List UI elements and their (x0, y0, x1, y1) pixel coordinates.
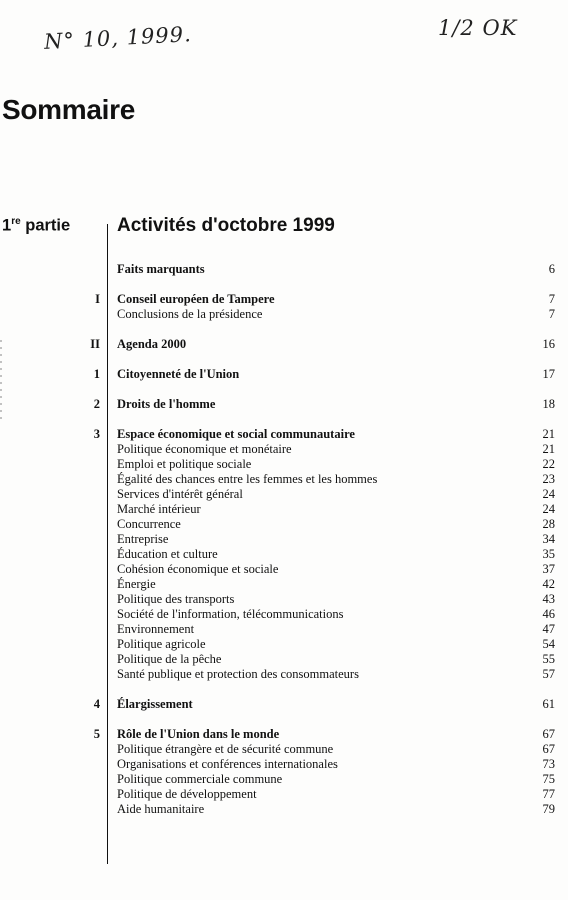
table-of-contents (0, 262, 568, 832)
toc-page-number: 43 (542, 592, 555, 606)
toc-page-number: 28 (542, 517, 555, 531)
toc-section-number: 1 (93, 367, 100, 381)
toc-entry-label: Société de l'information, télécommunications (117, 607, 344, 621)
toc-entry (0, 592, 568, 607)
toc-page-number: 73 (542, 757, 555, 771)
toc-page-number: 42 (542, 577, 555, 591)
toc-entry (0, 652, 568, 667)
toc-page-number: 17 (542, 367, 555, 381)
toc-entry-label: Entreprise (117, 532, 169, 546)
toc-page-number: 35 (542, 547, 555, 561)
toc-entry-label: Marché intérieur (117, 502, 201, 516)
toc-page-number: 75 (542, 772, 555, 786)
toc-entry-label: Organisations et conférences internationales (117, 757, 338, 771)
toc-entry (0, 772, 568, 787)
toc-entry (0, 457, 568, 472)
toc-section-heading (0, 427, 568, 442)
toc-section (0, 337, 568, 352)
toc-entry (0, 307, 568, 322)
toc-entry (0, 607, 568, 622)
toc-page-number: 61 (542, 697, 555, 711)
page-title: Sommaire (2, 94, 135, 125)
toc-page-number: 57 (542, 667, 555, 681)
toc-entry-label: Emploi et politique sociale (117, 457, 252, 471)
toc-section (0, 262, 568, 277)
toc-page-number: 55 (542, 652, 555, 666)
toc-section (0, 697, 568, 712)
toc-page-number: 6 (548, 262, 555, 276)
toc-page-number: 7 (548, 307, 555, 321)
toc-entry (0, 577, 568, 592)
toc-entry-label: Politique de la pêche (117, 652, 222, 666)
toc-entry-label: Éducation et culture (117, 547, 218, 561)
toc-section (0, 727, 568, 817)
toc-page-number: 24 (542, 502, 555, 516)
toc-entry-label: Politique de développement (117, 787, 257, 801)
toc-page-number: 21 (542, 427, 555, 441)
toc-entry-label: Santé publique et protection des consommateurs (117, 667, 359, 681)
toc-page-number: 24 (542, 487, 555, 501)
toc-section-heading (0, 292, 568, 307)
toc-entry (0, 487, 568, 502)
toc-entry-label: Services d'intérêt général (117, 487, 243, 501)
toc-page-number: 77 (542, 787, 555, 801)
part-word: partie (25, 216, 71, 235)
toc-section-title: Citoyenneté de l'Union (117, 367, 240, 381)
toc-page-number: 46 (542, 607, 555, 621)
toc-page-number: 7 (548, 292, 555, 306)
part-number: 1 (2, 216, 12, 235)
toc-entry (0, 667, 568, 682)
toc-section-heading (0, 367, 568, 382)
toc-entry (0, 622, 568, 637)
toc-section (0, 292, 568, 322)
toc-entry (0, 517, 568, 532)
toc-section-number: II (90, 337, 100, 351)
toc-section-number: 4 (93, 697, 100, 711)
toc-section-heading (0, 397, 568, 412)
toc-page-number: 16 (542, 337, 555, 351)
toc-section-title: Rôle de l'Union dans le monde (117, 727, 280, 741)
toc-page-number: 34 (542, 532, 555, 546)
toc-page-number: 21 (542, 442, 555, 456)
toc-section-title: Agenda 2000 (117, 337, 187, 351)
handwritten-issue-note: N° 10, 1999. (43, 22, 193, 54)
toc-entry (0, 562, 568, 577)
toc-entry-label: Concurrence (117, 517, 181, 531)
toc-entry-label: Énergie (117, 577, 156, 591)
toc-section (0, 367, 568, 382)
toc-entry-label: Politique étrangère et de sécurité commune (117, 742, 334, 756)
toc-section-title: Conseil européen de Tampere (117, 292, 275, 306)
toc-section-heading (0, 697, 568, 712)
toc-entry-label: Politique des transports (117, 592, 235, 606)
toc-entry-label: Politique commerciale commune (117, 772, 283, 786)
toc-page-number: 67 (542, 727, 555, 741)
toc-section-title: Faits marquants (117, 262, 205, 276)
toc-entry (0, 787, 568, 802)
toc-entry (0, 637, 568, 652)
toc-page-number: 18 (542, 397, 555, 411)
toc-section-title: Élargissement (117, 697, 193, 711)
toc-page-number: 54 (542, 637, 555, 651)
toc-section-number: 3 (93, 427, 100, 441)
toc-section-number: I (95, 292, 100, 306)
toc-page-number: 47 (542, 622, 555, 636)
toc-section-title: Espace économique et social communautaire (117, 427, 355, 441)
toc-section-heading (0, 337, 568, 352)
toc-page-number: 67 (542, 742, 555, 756)
toc-page-number: 22 (542, 457, 555, 471)
toc-entry-label: Conclusions de la présidence (117, 307, 263, 321)
toc-entry (0, 547, 568, 562)
part-suffix: re (11, 216, 21, 227)
toc-entry (0, 472, 568, 487)
toc-entry (0, 802, 568, 817)
handwritten-ok-note: 1/2 OK (438, 16, 518, 40)
toc-entry-label: Aide humanitaire (117, 802, 205, 816)
toc-entry (0, 742, 568, 757)
toc-entry (0, 757, 568, 772)
toc-section (0, 427, 568, 682)
toc-entry-label: Égalité des chances entre les femmes et les hommes (117, 472, 378, 486)
toc-entry-label: Politique agricole (117, 637, 206, 651)
toc-section-number: 5 (93, 727, 100, 741)
section-heading: Activités d'octobre 1999 (117, 215, 335, 236)
toc-page-number: 23 (542, 472, 555, 486)
toc-section-heading (0, 262, 568, 277)
toc-entry (0, 502, 568, 517)
toc-entry (0, 442, 568, 457)
toc-page-number: 79 (542, 802, 555, 816)
part-label (2, 216, 70, 236)
toc-entry (0, 532, 568, 547)
toc-entry-label: Politique économique et monétaire (117, 442, 292, 456)
toc-section (0, 397, 568, 412)
toc-section-number: 2 (93, 397, 100, 411)
toc-entry-label: Cohésion économique et sociale (117, 562, 279, 576)
toc-entry-label: Environnement (117, 622, 195, 636)
toc-section-title: Droits de l'homme (117, 397, 216, 411)
toc-section-heading (0, 727, 568, 742)
toc-page-number: 37 (542, 562, 555, 576)
